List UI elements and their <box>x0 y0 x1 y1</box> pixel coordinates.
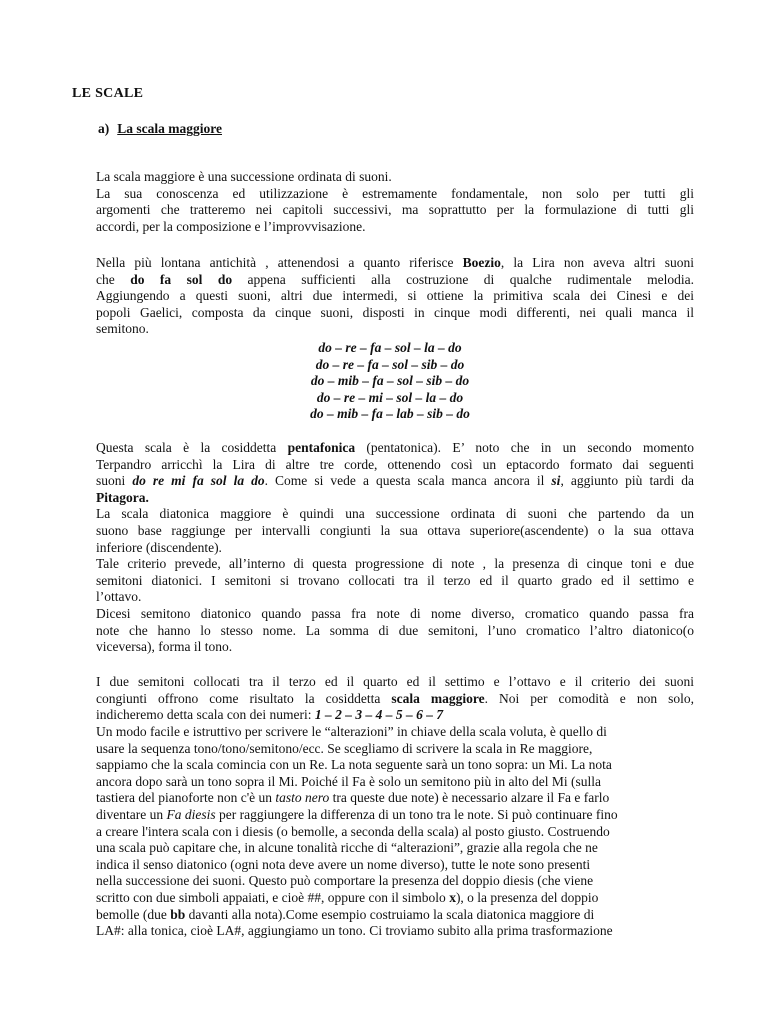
text-run: appena sufficienti alla costruzione di qualche rudimentale melodia. <box>232 271 694 287</box>
scale-line: do – mib – fa – sol – sib – do <box>310 373 470 389</box>
text-run-italic: Fa diesis <box>166 806 216 822</box>
paragraph-pentafonica <box>96 440 694 656</box>
section-marker: a) <box>98 121 110 136</box>
text-line: suono base raggiunge per intervalli congiunti la sua ottava superiore(ascendente) o la sua ottava <box>96 522 694 538</box>
text-run-bold-italic: 1 – 2 – 3 – 4 – 5 – 6 – 7 <box>314 707 444 723</box>
scale-line: do – re – mi – sol – la – do <box>316 389 464 405</box>
scale-line: do – re – fa – sol – sib – do <box>315 356 465 372</box>
text-line <box>96 490 694 507</box>
text-run: che <box>96 271 131 287</box>
text-run: Questa scala è la cosiddetta <box>96 440 288 455</box>
text-run-bold: pentafonica <box>287 440 356 455</box>
scale-line: do – mib – fa – lab – sib – do <box>310 406 470 422</box>
text-line: Tale criterio prevede, all’interno di questa progressione di note , la presenza di cinque toni e due <box>96 556 694 572</box>
pentatonic-scales-list <box>200 340 580 423</box>
text-line: semitoni diatonici. I semitoni si trovano collocati tra il terzo ed il quarto grado ed il settimo e <box>96 572 694 588</box>
text-line: note che hanno lo stesso nome. La somma di due semitoni, l’uno cromatico l’altro diatonico(o <box>96 622 694 638</box>
text-run-bold-italic: do re mi fa sol la do <box>132 473 265 489</box>
text-line: argomenti che tratteremo nei capitoli successivi, ma soprattutto per la formulazione di tutti gli <box>96 202 694 218</box>
text-line <box>96 473 694 490</box>
scale-line: do – re – fa – sol – la – do <box>318 340 462 355</box>
text-line: semitono. <box>96 321 149 337</box>
text-line <box>96 790 694 807</box>
text-run: suoni <box>96 473 133 489</box>
text-run: , la Lira non aveva altri suoni <box>500 255 694 270</box>
text-line: usare la sequenza tono/tono/semitono/ecc. Se scegliamo di scrivere la scala in Re maggiore, <box>96 740 593 756</box>
text-line: l’ottavo. <box>96 589 142 605</box>
text-run: bemolle (due <box>96 906 171 922</box>
paragraph-intro <box>96 169 694 235</box>
text-line: inferiore (discendente). <box>96 539 222 555</box>
text-run: congiunti offrono come risultato la cosiddetta <box>96 690 392 706</box>
text-run: tastiera del pianoforte non c'è un <box>96 790 276 806</box>
text-line: La scala diatonica maggiore è quindi una successione ordinata di suoni che partendo da un <box>96 506 694 522</box>
text-run-bold: do fa sol do <box>130 271 233 287</box>
paragraph-scala-maggiore <box>96 674 694 724</box>
text-run: ), o la presenza del doppio <box>455 889 599 905</box>
text-line: viceversa), forma il tono. <box>96 639 233 655</box>
text-run: . Noi per comodità e non solo, <box>484 690 694 706</box>
text-run: Nella più lontana antichità , attenendosi a quanto riferisce <box>96 255 463 270</box>
page-title: LE SCALE <box>72 86 144 101</box>
text-line <box>96 890 694 907</box>
text-run: scritto con due simboli appaiati, e cioè ##, oppure con il simbolo <box>96 889 450 905</box>
paragraph-alterazioni <box>96 724 694 940</box>
text-line <box>96 272 694 289</box>
text-line: LA#: alla tonica, cioè LA#, aggiungiamo un tono. Ci troviamo subito alla prima trasformazione <box>96 923 613 939</box>
text-run-bold: bb <box>170 906 186 922</box>
text-line: La scala maggiore è una successione ordinata di suoni. <box>96 169 392 184</box>
text-line <box>96 907 694 924</box>
text-line <box>96 707 694 724</box>
text-line <box>96 255 694 272</box>
text-line: indica il senso diatonico (ogni nota deve avere un nome diverso), tutte le note sono presenti <box>96 856 591 872</box>
text-run: indicheremo detta scala con dei numeri: <box>96 707 315 723</box>
text-line: sappiamo che la scala comincia con un Re. La nota seguente sarà un tono sopra: un Mi. La nota <box>96 757 612 773</box>
text-run-bold-italic: si <box>551 473 561 489</box>
text-run: , aggiunto più tardi da <box>560 473 694 489</box>
text-line: una scala può capitare che, in alcune tonalità ricche di “alterazioni”, grazie alla regola che ne <box>96 840 598 856</box>
text-run-bold: x <box>449 889 456 905</box>
text-line: ancora dopo sarà un tono sopra il Mi. Poiché il Fa è solo un semitono più in alto del Mi (sulla <box>96 773 602 789</box>
text-run-bold: scala maggiore <box>391 690 485 706</box>
text-run: davanti alla nota).Come esempio costruiamo la scala diatonica maggiore di <box>185 906 595 922</box>
text-line: I due semitoni collocati tra il terzo ed il quarto ed il settimo e l’ottavo e il criterio dei suoni <box>96 674 694 689</box>
section-label: La scala maggiore <box>117 121 222 136</box>
text-line: accordi, per la composizione e l’improvvisazione. <box>96 218 366 234</box>
text-run-italic: tasto nero <box>275 790 330 806</box>
text-run-bold: Pitagora. <box>96 489 149 505</box>
text-line: Aggiungendo a questi suoni, altri due intermedi, si ottiene la primitiva scala dei Cinesi e dei <box>96 288 694 304</box>
text-run-bold: Boezio <box>462 255 501 270</box>
text-run: tra queste due note) è necessario alzare il Fa e farlo <box>329 790 610 806</box>
text-run: diventare un <box>96 806 167 822</box>
section-heading <box>98 121 222 137</box>
text-line: Dicesi semitono diatonico quando passa fra note di nome diverso, cromatico quando passa fra <box>96 605 694 621</box>
text-run: (pentatonica). E’ noto che in un secondo momento <box>355 440 694 455</box>
text-line: Un modo facile e istruttivo per scrivere le “alterazioni” in chiave della scala voluta, è quello di <box>96 724 607 739</box>
text-line <box>96 440 694 457</box>
text-line: popoli Gaelici, composta da cinque suoni, disposti in cinque modi differenti, nei quali manca il <box>96 304 694 320</box>
text-line <box>96 691 694 708</box>
text-run: . Come si vede a questa scala manca ancora il <box>264 473 552 489</box>
text-run: per raggiungere la differenza di un tono tra le note. Si può continuare fino <box>215 806 618 822</box>
text-line: nella successione dei suoni. Questo può comportare la presenza del doppio diesis (che viene <box>96 873 594 889</box>
text-line <box>96 807 694 824</box>
text-line: La sua conoscenza ed utilizzazione è estremamente fondamentale, non solo per tutti gli <box>96 185 694 201</box>
text-line: a creare l'intera scala con i diesis (o bemolle, a seconda della scala) al posto giusto. Costruendo <box>96 823 610 839</box>
paragraph-antiquity <box>96 255 694 338</box>
text-line: Terpandro arricchì la Lira di altre tre corde, ottenendo così un eptacordo formato dai seguenti <box>96 456 694 472</box>
